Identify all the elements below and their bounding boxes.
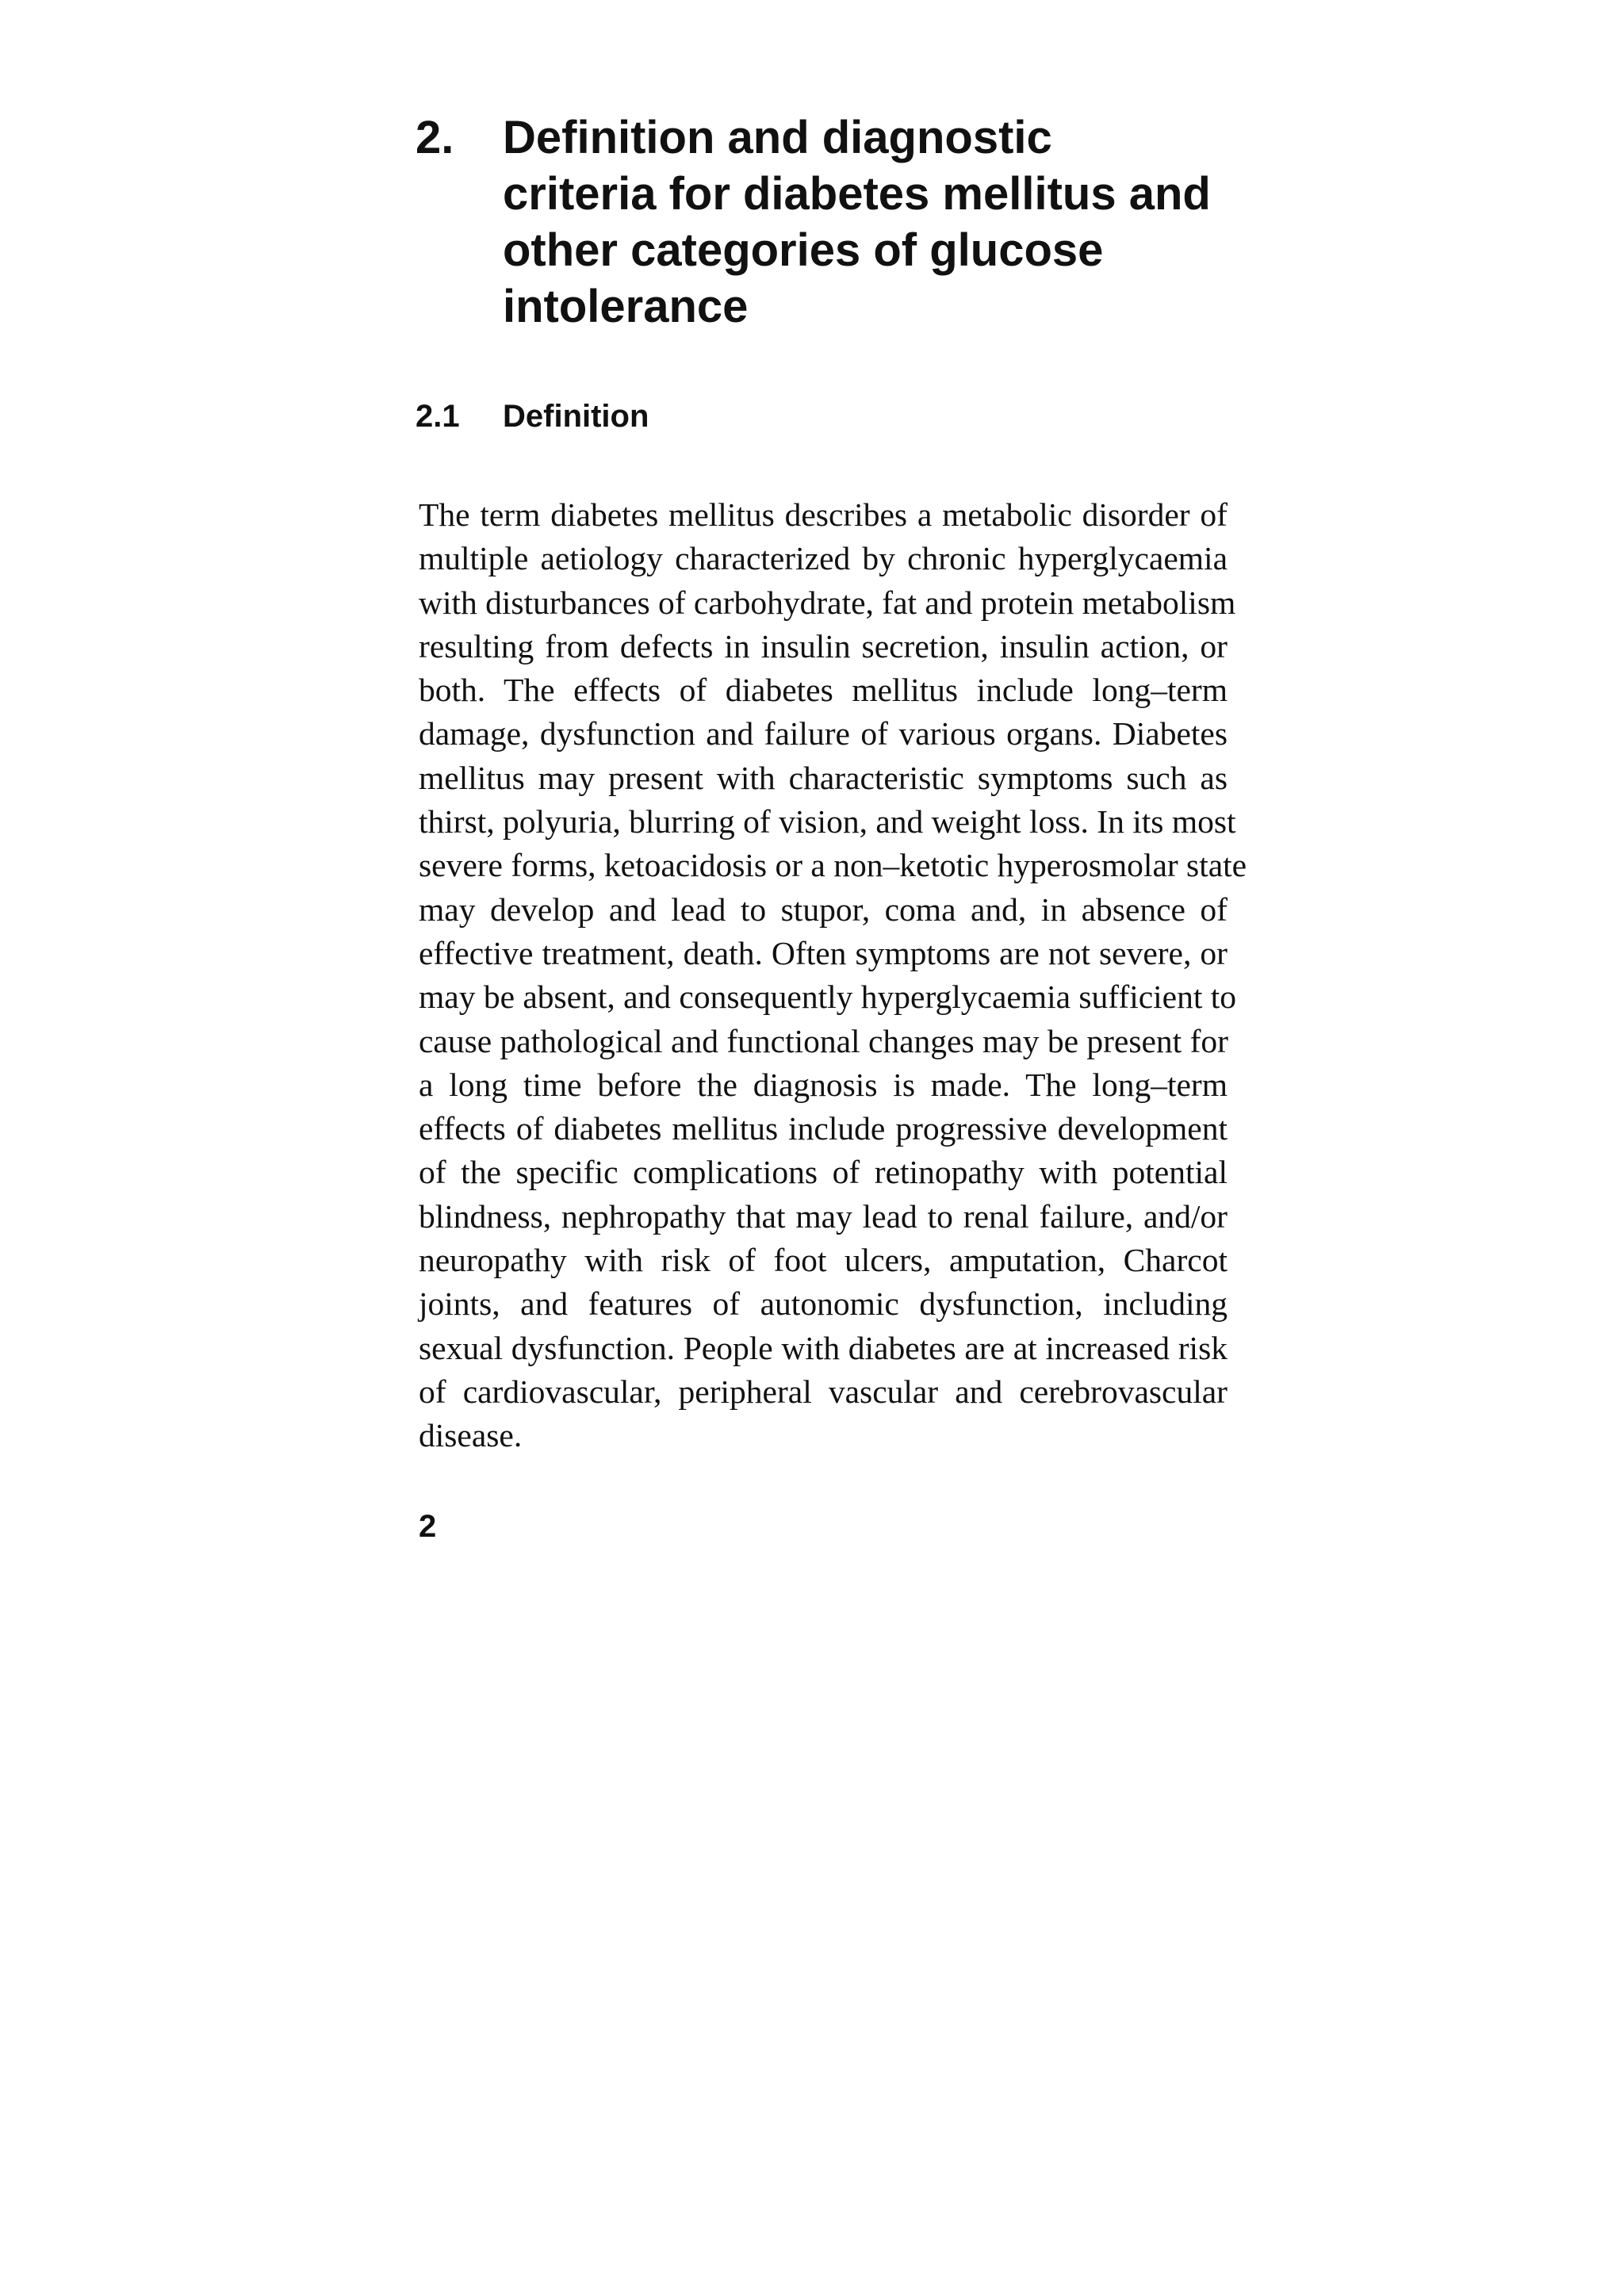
paragraph-line: multiple aetiology characterized by chronic hyperglycaemia: [419, 540, 1228, 577]
paragraph-line: disease.: [419, 1417, 523, 1454]
paragraph-line: effective treatment, death. Often symptoms are not severe, or: [419, 934, 1228, 971]
section-heading: [416, 396, 649, 436]
paragraph-line: may be absent, and consequently hyperglycaemia sufficient to: [419, 978, 1237, 1016]
body-paragraph: [419, 493, 1247, 1458]
paragraph-line: effects of diabetes mellitus include progressive development: [419, 1110, 1228, 1147]
chapter-title-line: Definition and diagnostic: [503, 112, 1052, 163]
section-number: 2.1: [416, 399, 460, 434]
paragraph-line: of cardiovascular, peripheral vascular and cerebrovascular: [419, 1373, 1228, 1410]
paragraph-line: joints, and features of autonomic dysfunction, including: [419, 1285, 1228, 1323]
paragraph-line: a long time before the diagnosis is made. The long–term: [419, 1066, 1228, 1103]
paragraph-line: The term diabetes mellitus describes a metabolic disorder of: [419, 496, 1228, 533]
paragraph-line: damage, dysfunction and failure of various organs. Diabetes: [419, 715, 1228, 753]
paragraph-line: cause pathological and functional changes may be present for: [419, 1022, 1228, 1059]
paragraph-line: mellitus may present with characteristic symptoms such as: [419, 759, 1228, 796]
chapter-number: 2.: [416, 112, 454, 163]
paragraph-line: of the specific complications of retinopathy with potential: [419, 1154, 1228, 1191]
chapter-title-line: other categories of glucose: [503, 224, 1104, 276]
paragraph-line: both. The effects of diabetes mellitus include long–term: [419, 672, 1228, 709]
chapter-title-line: intolerance: [503, 281, 749, 332]
paragraph-line: thirst, polyuria, blurring of vision, and weight loss. In its most: [419, 803, 1236, 841]
paragraph-line: with disturbances of carbohydrate, fat and protein metabolism: [419, 584, 1236, 621]
chapter-title: [503, 109, 1304, 335]
paragraph-line: sexual dysfunction. People with diabetes are at increased risk: [419, 1329, 1228, 1366]
chapter-heading: [416, 109, 1304, 335]
paragraph-line: blindness, nephropathy that may lead to renal failure, and/or: [419, 1197, 1228, 1235]
paragraph-line: severe forms, ketoacidosis or a non–ketotic hyperosmolar state: [419, 847, 1247, 884]
paragraph-line: neuropathy with risk of foot ulcers, amputation, Charcot: [419, 1242, 1228, 1279]
paragraph-line: resulting from defects in insulin secretion, insulin action, or: [419, 627, 1228, 664]
page-number: 2: [419, 1509, 437, 1544]
paragraph-line: may develop and lead to stupor, coma and, in absence of: [419, 890, 1228, 928]
chapter-title-line: criteria for diabetes mellitus and: [503, 168, 1211, 220]
section-title: Definition: [503, 399, 649, 434]
